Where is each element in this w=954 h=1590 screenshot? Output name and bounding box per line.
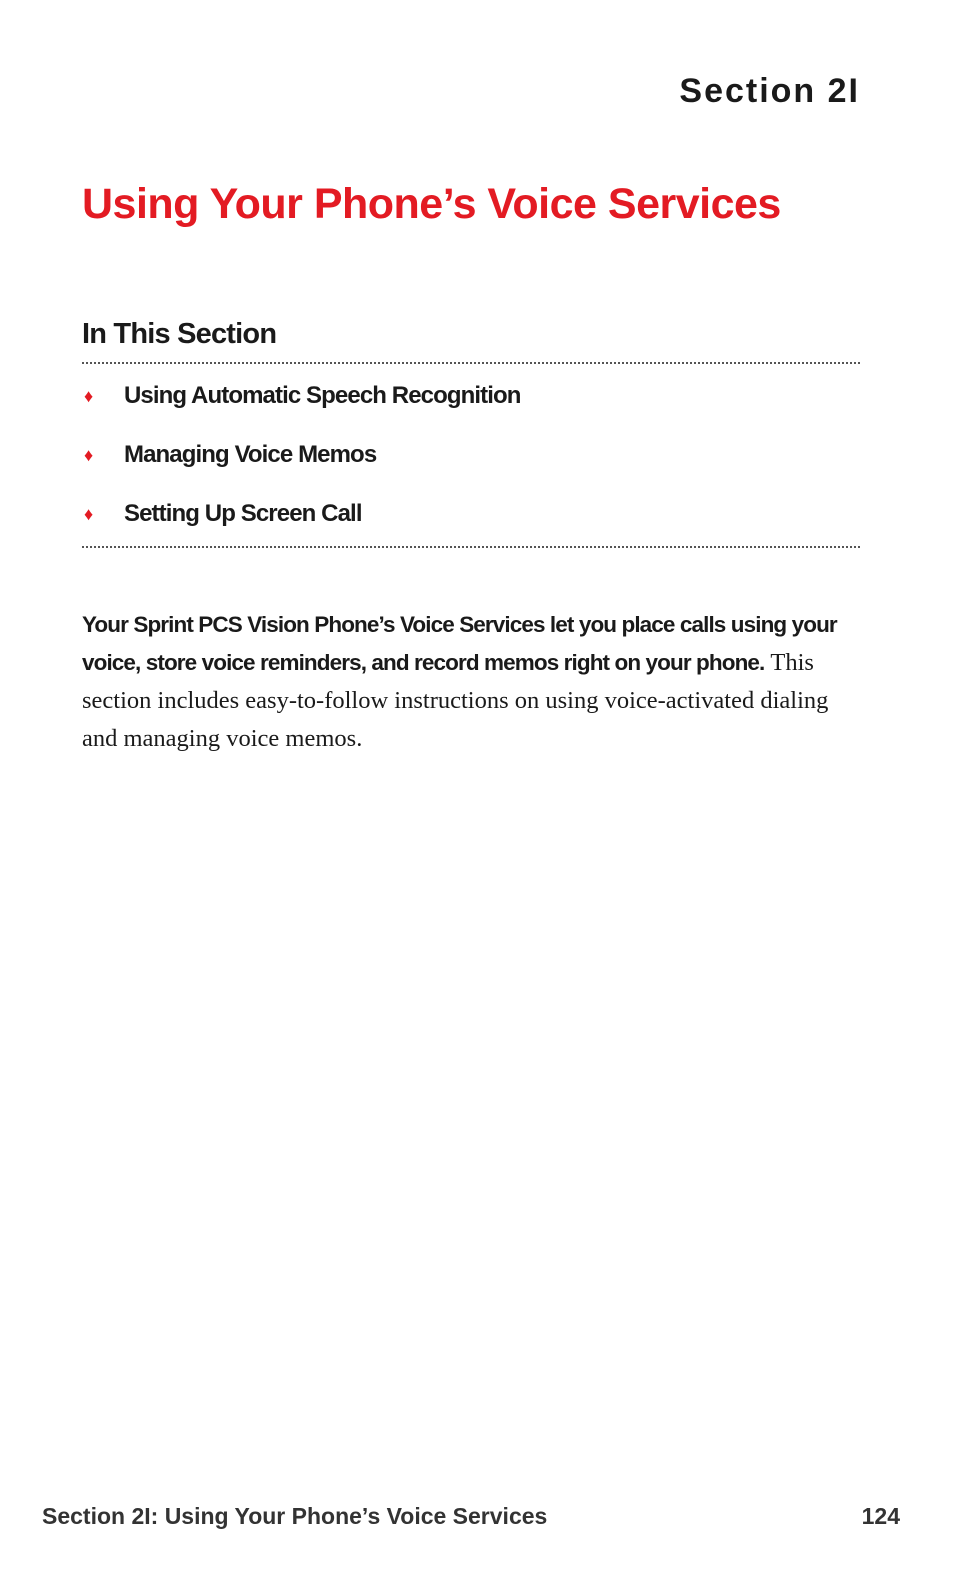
list-item — [82, 439, 521, 498]
dotted-divider-bottom — [82, 546, 860, 548]
toc-item-label: Setting Up Screen Call — [124, 500, 362, 527]
section-contents-list — [82, 380, 521, 557]
intro-body-text: This section includes easy-to-follow instructions on using voice-activated dialing and managing voice memos. — [82, 649, 829, 752]
diamond-bullet-icon: ♦ — [84, 445, 93, 465]
list-item — [82, 498, 521, 557]
footer-page-number: 124 — [861, 1503, 900, 1529]
section-label: Section 2I — [679, 72, 860, 110]
list-item — [82, 380, 521, 439]
diamond-bullet-icon: ♦ — [84, 386, 93, 406]
toc-item-label: Using Automatic Speech Recognition — [124, 382, 521, 409]
in-this-section-heading: In This Section — [82, 318, 277, 350]
intro-bold-text: Your Sprint PCS Vision Phone’s Voice Services let you place calls using your voice, store voice reminders, and record memos right on your phone. — [82, 612, 837, 675]
dotted-divider-top — [82, 362, 860, 364]
toc-item-label: Managing Voice Memos — [124, 441, 377, 468]
footer-section-title: Section 2I: Using Your Phone’s Voice Services — [42, 1503, 548, 1529]
diamond-bullet-icon: ♦ — [84, 504, 93, 524]
page-title: Using Your Phone’s Voice Services — [82, 180, 781, 228]
intro-paragraph — [82, 606, 842, 758]
